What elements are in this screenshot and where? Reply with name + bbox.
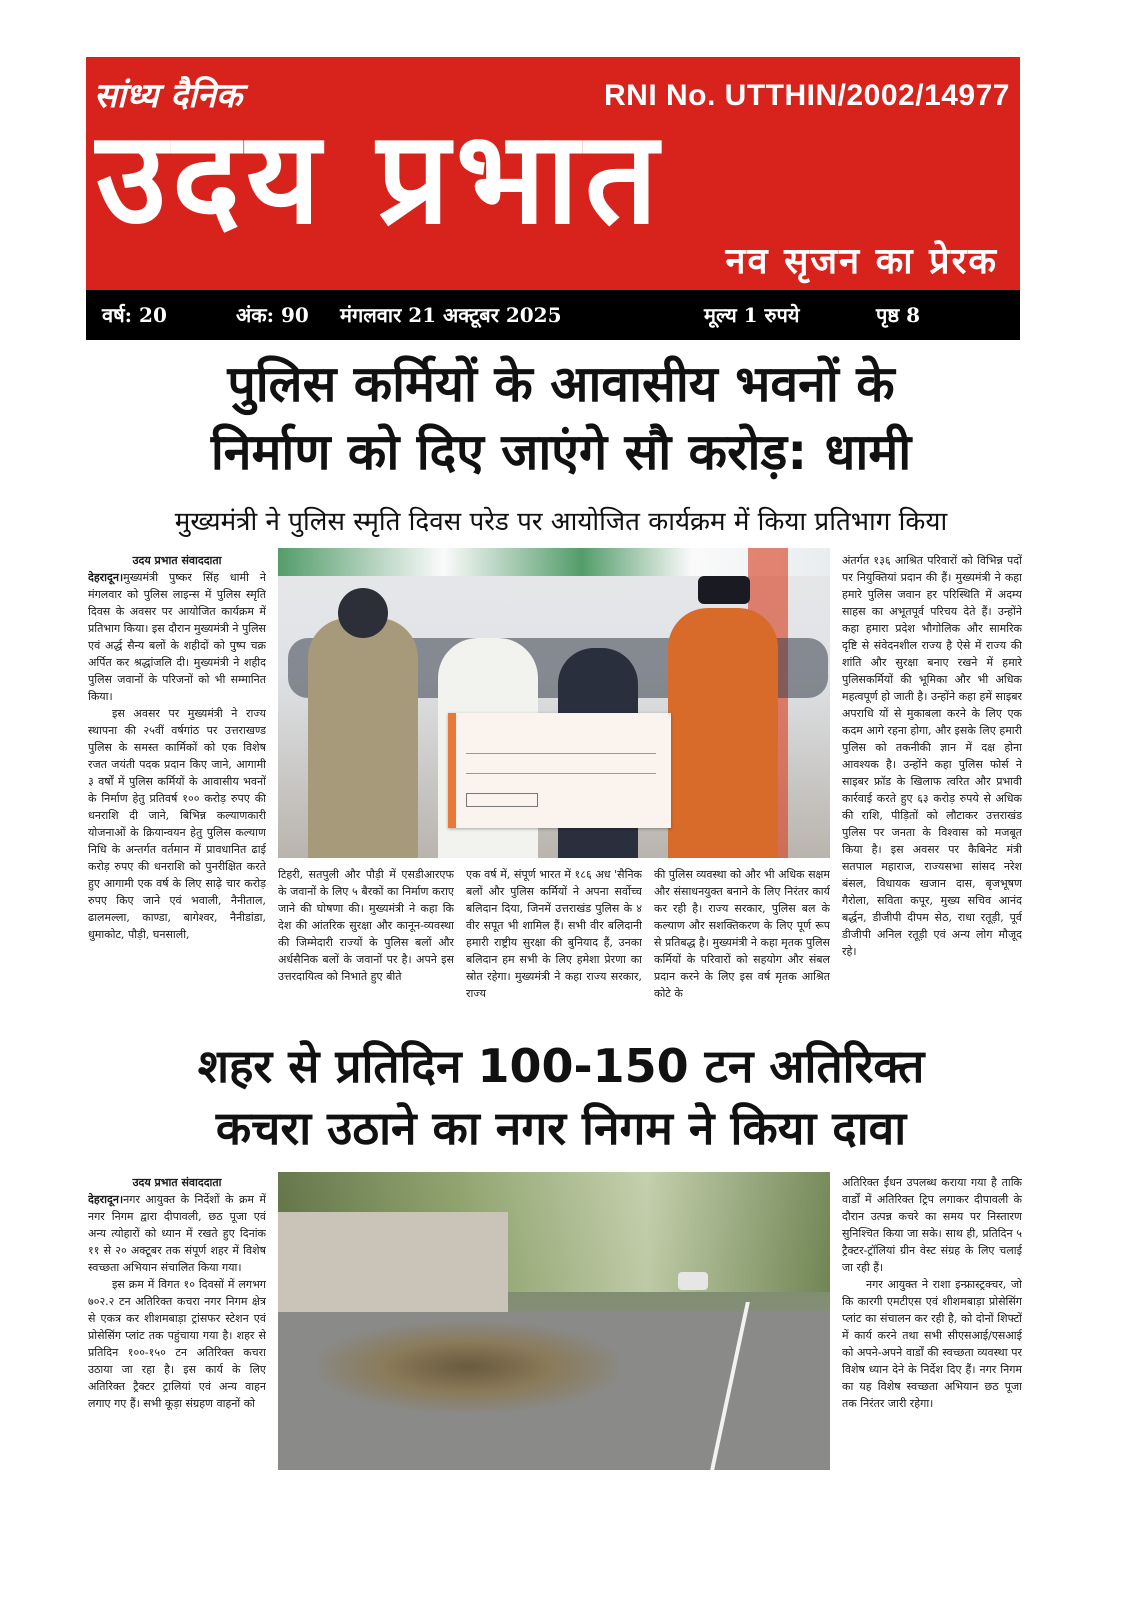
article1-col3-text: एक वर्ष में, संपूर्ण भारत में १८६ अध 'सैनिक बलों और पुलिस कर्मियों ने अपना सर्वोच्च बलिदान दिया, जिनमें उत्तराखंड पुलिस के ४ वीर सपूत भी शामिल हैं। सभी वीर बलिदानी हमारी राष्ट्रीय सुरक्षा की बुनियाद हैं, उनका बलिदान हम सभी के लिए हमेशा प्रेरणा का स्रोत रहेगा। मुख्यमंत्री ने कहा राज्य सरकार, राज्य bbox=[466, 868, 642, 1000]
page-number: पृष्ठ 8 bbox=[876, 303, 921, 327]
article1-col1-para2: इस अवसर पर मुख्यमंत्री ने राज्य स्थापना की २५वीं वर्षगांठ पर उत्तराखण्ड पुलिस के समस्त कार्मिकों को एक विशेष रजत जयंती पदक प्रदान किए जाने, आगामी ३ वर्षों में पुलिस कर्मियों के आवासीय भवनों के निर्माण हेतु प्रतिवर्ष १०० करोड़ रुपए की धनराशि दी जाने, बिभिन्न कल्याणकारी योजनाओं के क्रियान्वयन हेतु पुलिस कल्याण निधि के अन्तर्गत वर्तमान में प्रावधानित ढाई करोड़ रुपए की धनराशि को पुनरीक्षित करते हुए आगामी एक वर्ष के लिए साढ़े चार करोड़ रुपए किए जाने एवं भवाली, नैनीताल, ढालमल्ला, काण्डा, बागेश्वर, नैनीडांडा, धुमाकोट, पौड़ी, घनसाली, bbox=[88, 707, 266, 941]
officer-cap bbox=[338, 588, 388, 638]
article1-dateline: देहरादून। bbox=[88, 571, 124, 584]
article2-byline: उदय प्रभात संवाददाता bbox=[132, 1176, 222, 1189]
price-label: मूल्य 1 रुपये bbox=[704, 303, 800, 327]
article2-col2-para2: नगर आयुक्त ने राशा इन्फ्रास्ट्रक्चर, जो कि कारगी एमटीएस एवं शीशमबाड़ा प्रोसेसिंग प्लांट का संचालन कर रही है, को दोनों शिफ्टों में कार्य करने तथा सभी सीएसआई/एसआई को अपने-अपने वार्डों की स्वच्छता व्यवस्था पर विशेष ध्यान देने के निर्देश दिए हैं। नगर निगम का यह विशेष स्वच्छता अभियान छठ पूजा तक निरंतर जारी रहेगा। bbox=[842, 1278, 1022, 1410]
article1-column-5 bbox=[842, 552, 1022, 1022]
chief-minister-figure bbox=[668, 608, 778, 858]
chief-minister-cheque-photo bbox=[278, 548, 830, 858]
article1-col2-text: टिहरी, सतपुली और पौड़ी में एसडीआरएफ के जवानों के लिए ५ बैरकों का निर्माण कराए जाने की घोषणा की। मुख्यमंत्री ने कहा कि देश की आंतरिक सुरक्षा और कानून-व्यवस्था की जिम्मेदारी राज्यों के पुलिस बलों और अर्धसैनिक बलों के जवानों पर है। अपने इस उत्तरदायित्व को निभाते हुए बीते bbox=[278, 868, 454, 983]
article2-column-1 bbox=[88, 1174, 266, 1474]
article1-column-1 bbox=[88, 552, 266, 1022]
cheque-board bbox=[448, 713, 671, 828]
masthead-slogan: नव सृजन का प्रेरक bbox=[725, 241, 998, 282]
article2-headline-line2: कचरा उठाने का नगर निगम ने किया दावा bbox=[215, 1101, 907, 1155]
article2-headline-line1: शहर से प्रतिदिन 100-150 टन अतिरिक्त bbox=[197, 1039, 925, 1093]
article1-column-3 bbox=[466, 866, 642, 1022]
car bbox=[678, 1272, 708, 1290]
article1-column-4 bbox=[654, 866, 830, 1022]
article1-column-2 bbox=[278, 866, 454, 1022]
article2-col1-para2: इस क्रम में विगत १० दिवसों में लगभग ७०२.२ टन अतिरिक्त कचरा नगर निगम क्षेत्र से एकत्र कर शीशमबाड़ा ट्रांसफर स्टेशन एवं प्रोसेसिंग प्लांट तक पहुंचाया गया है। शहर से प्रतिदिन १००-१५० टन अतिरिक्त कचरा उठाया जा रहा है। इस कार्य के लिए अतिरिक्त ट्रैक्टर ट्रालियां एवं अन्य वाहन लगाए गए हैं। सभी कूड़ा संग्रहण वाहनों को bbox=[88, 1278, 266, 1410]
article2-col1-para1: नगर आयुक्त के निर्देशों के क्रम में नगर निगम द्वारा दीपावली, छठ पूजा एवं अन्य त्योहारों को ध्यान में रखते हुए दिनांक ११ से २० अक्टूबर तक संपूर्ण शहर में विशेष स्वच्छता अभियान संचालित किया गया। bbox=[88, 1193, 266, 1274]
police-officer-figure bbox=[308, 618, 418, 858]
year-label: वर्ष: 20 bbox=[102, 303, 167, 327]
cap-figure bbox=[698, 576, 750, 604]
rni-number: RNI No. UTTHIN/2002/14977 bbox=[604, 79, 1010, 112]
masthead bbox=[86, 57, 1020, 290]
boundary-wall bbox=[278, 1212, 508, 1322]
article1-subheadline: मुख्यमंत्री ने पुलिस स्मृति दिवस परेड पर आयोजित कार्यक्रम में किया प्रतिभाग किया bbox=[174, 507, 948, 537]
article1-headline-line1: पुलिस कर्मियों के आवासीय भवनों के bbox=[227, 355, 895, 413]
article2-col2-para1: अतिरिक्त ईंधन उपलब्ध कराया गया है ताकि वार्डों में अतिरिक्त ट्रिप लगाकर दीपावली के दौरान उत्पन्न कचरे का समय पर निस्तारण सुनिश्चित किया जा सके। साथ ही, प्रतिदिन ५ ट्रैक्टर-ट्रॉलियां ग्रीन वेस्ट संग्रह के लिए चलाई जा रही हैं। bbox=[842, 1176, 1022, 1274]
article1-col5-text: अंतर्गत १३६ आश्रित परिवारों को विभिन्न पदों पर नियुक्तियां प्रदान की हैं। मुख्यमंत्री ने कहा हमारे पुलिस जवान हर परिस्थिति में अदम्य साहस का अभूतपूर्व परिचय देते हैं। उन्होंने कहा हमारा प्रदेश भौगोलिक और सामरिक दृष्टि से संवेदनशील राज्य है ऐसे में राज्य की शांति और सुरक्षा बनाए रखने में हमारे पुलिसकर्मियों की भूमिका और भी अधिक महत्वपूर्ण हो जाती है। उन्होंने कहा हमें साइबर अपराधि यों से मुकाबला करने के लिए एक कदम आगे रहना होगा, और इसके लिए हमारी पुलिस को तकनीकी ज्ञान में दक्ष होना आवश्यक है। उन्होंने कहा पुलिस फोर्स ने साइबर फ्रॉड के खिलाफ त्वरित और प्रभावी कार्रवाई करते हुए ६३ करोड़ रुपये से अधिक की राशि, पीड़ितों को लौटाकर उत्तराखंड पुलिस पर जनता के विश्वास को मजबूत किया है। इस अवसर पर कैबिनेट मंत्री सतपाल महाराज, राज्यसभा सांसद नरेश बंसल, विधायक खजान दास, बृजभूषण गैरोला, सविता कपूर, मुख्य सचिव आनंद बर्द्धन, डीजीपी दीपम सेठ, राधा रतूड़ी, पूर्व डीजीपी अनिल रतूड़ी एवं अन्य लोग मौजूद रहे। bbox=[842, 554, 1022, 958]
article1-col4-text: की पुलिस व्यवस्था को और भी अधिक सक्षम और संसाधनयुक्त बनाने के लिए निरंतर कार्य कर रही है। राज्य सरकार, पुलिस बल के कल्याण और सशक्तिकरण के लिए पूर्ण रूप से प्रतिबद्ध है। मुख्यमंत्री ने कहा मृतक पुलिस कर्मियों के परिवारों को सहयोग और संबल प्रदान करने के लिए इस वर्ष मृतक आश्रित कोटे के bbox=[654, 868, 830, 1000]
newspaper-title: उदय प्रभात bbox=[96, 104, 664, 253]
article2-dateline: देहरादून। bbox=[88, 1193, 124, 1206]
date-label: मंगलवार 21 अक्टूबर 2025 bbox=[340, 303, 562, 327]
masthead-tagline: सांध्य दैनिक bbox=[94, 76, 242, 116]
article2-column-2 bbox=[842, 1174, 1022, 1474]
article1-headline-line2: निर्माण को दिए जाएंगे सौ करोड़: धामी bbox=[210, 423, 912, 481]
street-garbage-photo bbox=[278, 1172, 830, 1470]
garbage-pile bbox=[318, 1322, 618, 1412]
article1-col1-para1: मुख्यमंत्री पुष्कर सिंह धामी ने मंगलवार को पुलिस लाइन्स में पुलिस स्मृति दिवस के अवसर पर आयोजित कार्यक्रम में प्रतिभाग किया। इस दौरान मुख्यमंत्री ने पुलिस एवं अर्द्ध सैन्य बलों के शहीदों को पुष्प चक्र अर्पित कर श्रद्धांजलि दी। मुख्यमंत्री ने शहीद पुलिस जवानों के परिजनों को भी सम्मानित किया। bbox=[88, 571, 266, 703]
issue-label: अंक: 90 bbox=[236, 303, 309, 327]
article1-byline: उदय प्रभात संवाददाता bbox=[132, 554, 222, 567]
issue-info-bar bbox=[86, 290, 1020, 340]
